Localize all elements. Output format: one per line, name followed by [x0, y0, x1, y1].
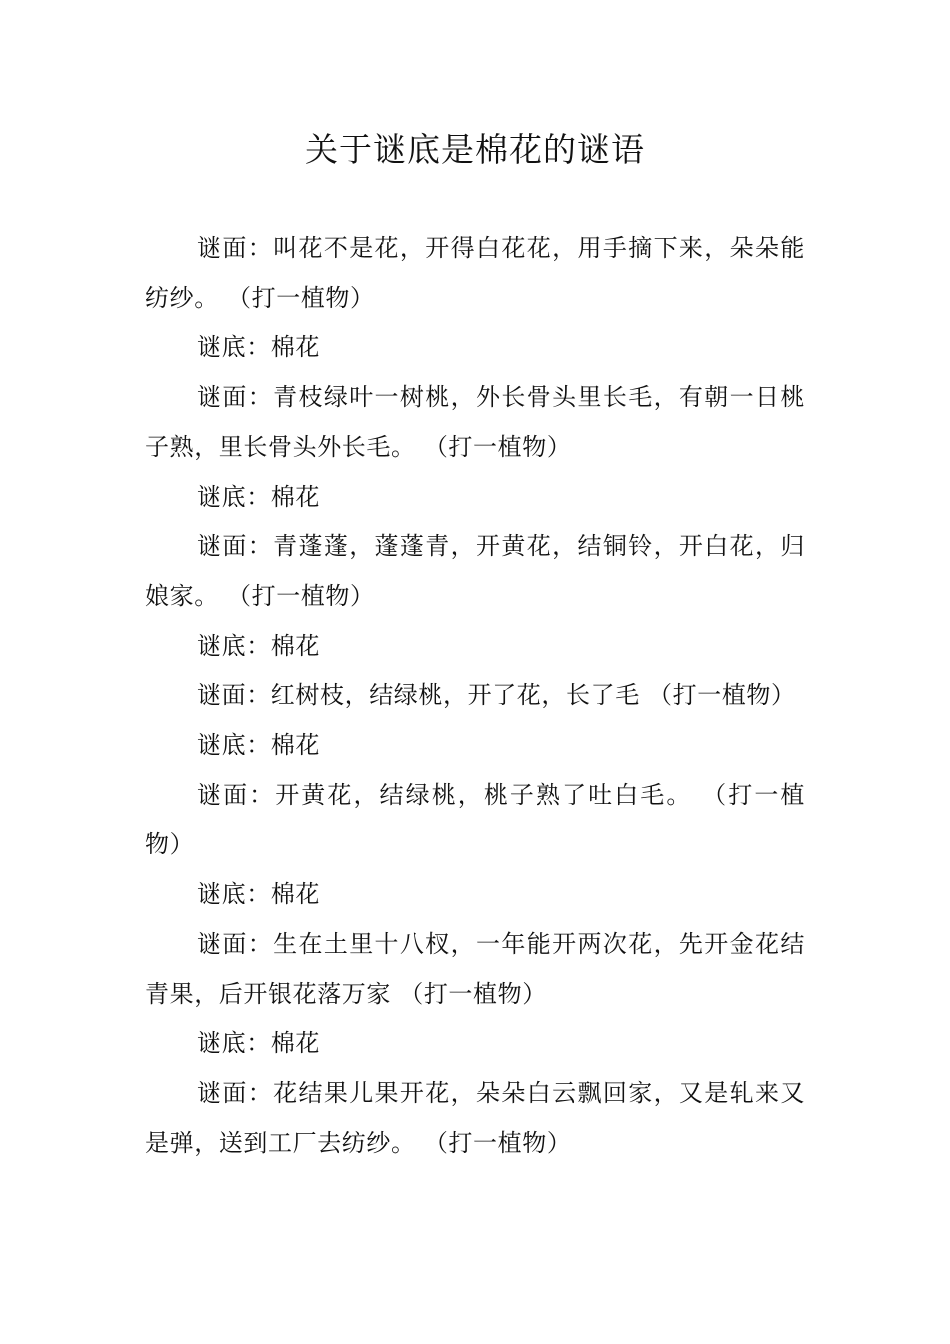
riddle-question: 谜面：开黄花，结绿桃，桃子熟了吐白毛。 （打一植物） [145, 780, 805, 859]
document-body [145, 224, 805, 1168]
riddle-question: 谜面：花结果儿果开花，朵朵白云飘回家，又是轧来又是弹，送到工厂去纺纱。 （打一植物） [145, 1078, 805, 1157]
riddle-question: 谜面：青枝绿叶一树桃，外长骨头里长毛，有朝一日桃子熟，里长骨头外长毛。 （打一植物） [145, 383, 805, 461]
riddle-question: 谜面：生在土里十八杈，一年能开两次花，先开金花结青果，后开银花落万家 （打一植物） [145, 929, 805, 1008]
riddle-answer: 谜底：棉花 [197, 731, 320, 760]
riddle-question: 谜面：叫花不是花，开得白花花，用手摘下来，朵朵能纺纱。 （打一植物） [145, 234, 805, 312]
riddle-answer: 谜底：棉花 [197, 1029, 320, 1058]
riddle-answer: 谜底：棉花 [197, 482, 320, 511]
riddle-answer: 谜底：棉花 [197, 631, 320, 660]
riddle-question: 谜面：青蓬蓬，蓬蓬青，开黄花，结铜铃，开白花，归娘家。 （打一植物） [145, 532, 805, 610]
riddle-question: 谜面：红树枝，结绿桃，开了花，长了毛 （打一植物） [197, 681, 796, 710]
document-title: 关于谜底是棉花的谜语 [305, 130, 645, 169]
riddle-answer: 谜底：棉花 [197, 333, 320, 362]
riddle-answer: 谜底：棉花 [197, 880, 320, 909]
